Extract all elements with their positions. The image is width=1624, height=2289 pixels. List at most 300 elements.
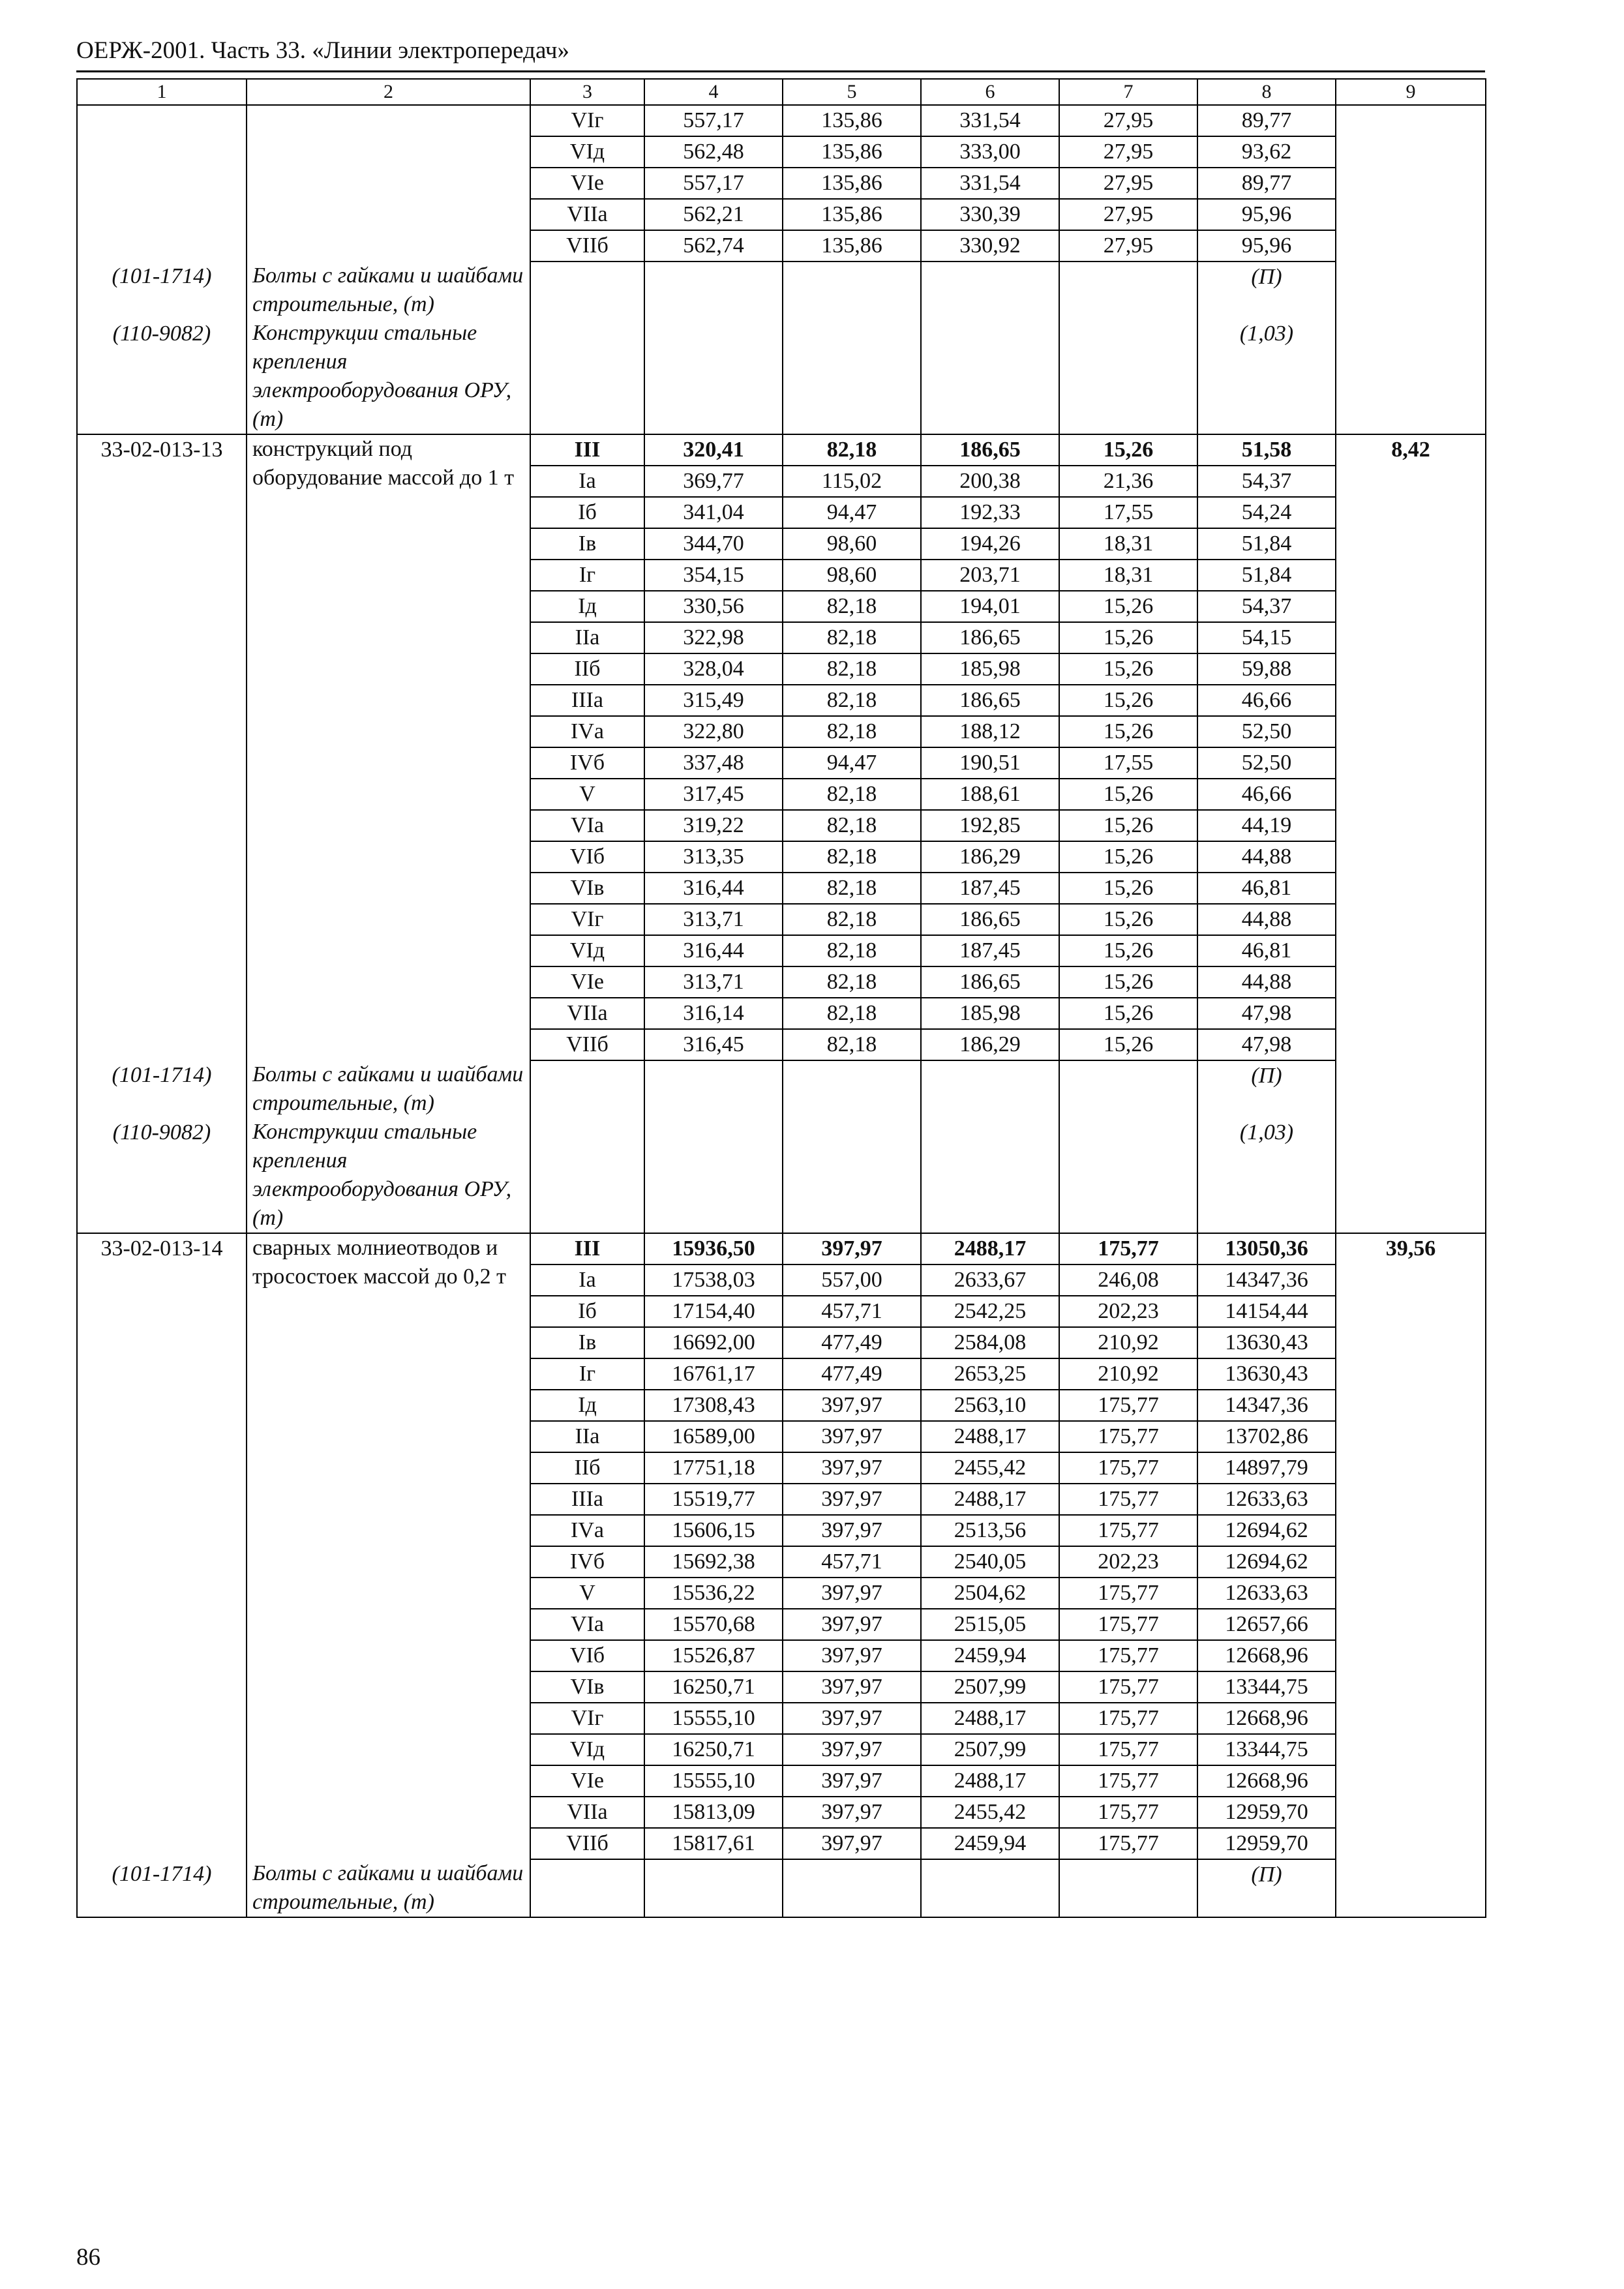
code-cell — [77, 1546, 247, 1578]
description-cell — [247, 1609, 530, 1640]
value-cell: 186,29 — [921, 1029, 1059, 1060]
zone-cell: IIIа — [530, 1484, 644, 1515]
value-cell: 562,74 — [644, 230, 783, 262]
value-cell: 322,80 — [644, 716, 783, 747]
value-cell: 2515,05 — [921, 1609, 1059, 1640]
value-cell: 397,97 — [783, 1765, 921, 1797]
col9-cell — [1336, 1421, 1486, 1452]
empty-cell — [921, 262, 1059, 319]
value-cell: 2653,25 — [921, 1358, 1059, 1390]
empty-cell — [1336, 1118, 1486, 1233]
value-cell: 54,37 — [1197, 591, 1336, 622]
value-cell: 14347,36 — [1197, 1390, 1336, 1421]
zone-cell: VIб — [530, 1640, 644, 1671]
price-table — [76, 78, 1486, 1918]
description-cell — [247, 1765, 530, 1797]
value-cell: 14347,36 — [1197, 1264, 1336, 1296]
value-cell: 341,04 — [644, 497, 783, 528]
value-cell: 46,66 — [1197, 685, 1336, 716]
col9-cell — [1336, 1640, 1486, 1671]
value-cell: 14154,44 — [1197, 1296, 1336, 1327]
value-cell: 15606,15 — [644, 1515, 783, 1546]
value-cell: 13630,43 — [1197, 1358, 1336, 1390]
value-cell: 15,26 — [1059, 873, 1197, 904]
value-cell: 15570,68 — [644, 1609, 783, 1640]
value-cell: 557,17 — [644, 105, 783, 136]
column-header-1: 1 — [77, 79, 247, 105]
empty-cell — [921, 1060, 1059, 1118]
table-row — [77, 1233, 1486, 1264]
resource-code: (101-1714) — [77, 1859, 247, 1917]
code-cell — [77, 1765, 247, 1797]
value-cell: 51,84 — [1197, 560, 1336, 591]
description-cell — [247, 653, 530, 685]
code-cell — [77, 904, 247, 935]
value-cell: 16761,17 — [644, 1358, 783, 1390]
code-cell — [77, 1734, 247, 1765]
description-cell — [247, 136, 530, 168]
value-cell: 15,26 — [1059, 935, 1197, 966]
value-cell: 194,26 — [921, 528, 1059, 560]
col9-cell — [1336, 1358, 1486, 1390]
value-cell: 16692,00 — [644, 1327, 783, 1358]
value-cell: 15,26 — [1059, 998, 1197, 1029]
code-cell — [77, 1029, 247, 1060]
value-cell: 13050,36 — [1197, 1233, 1336, 1264]
value-cell: 12633,63 — [1197, 1484, 1336, 1515]
table-row — [77, 230, 1486, 262]
zone-cell: V — [530, 1578, 644, 1609]
value-cell: 397,97 — [783, 1609, 921, 1640]
value-cell: 397,97 — [783, 1703, 921, 1734]
empty-cell — [644, 1060, 783, 1118]
zone-cell: Iг — [530, 1358, 644, 1390]
value-cell: 175,77 — [1059, 1640, 1197, 1671]
value-cell: 2488,17 — [921, 1421, 1059, 1452]
zone-cell: IIа — [530, 1421, 644, 1452]
value-cell: 15,26 — [1059, 653, 1197, 685]
value-cell: 397,97 — [783, 1578, 921, 1609]
value-cell: 397,97 — [783, 1515, 921, 1546]
value-cell: 46,81 — [1197, 873, 1336, 904]
value-cell: 185,98 — [921, 998, 1059, 1029]
value-cell: 354,15 — [644, 560, 783, 591]
value-cell: 135,86 — [783, 168, 921, 199]
value-cell: 319,22 — [644, 810, 783, 841]
col9-cell — [1336, 1327, 1486, 1358]
table-row — [77, 1765, 1486, 1797]
description-cell — [247, 591, 530, 622]
value-cell: 94,47 — [783, 497, 921, 528]
value-cell: 89,77 — [1197, 105, 1336, 136]
value-cell: 316,14 — [644, 998, 783, 1029]
value-cell: 175,77 — [1059, 1828, 1197, 1859]
description-text: сварных молниеотводов и тросостоек массой до 0,2 т — [252, 1236, 506, 1289]
table-row — [77, 779, 1486, 810]
zone-cell: VIб — [530, 841, 644, 873]
code-cell — [77, 1609, 247, 1640]
col9-cell — [1336, 841, 1486, 873]
value-cell: 82,18 — [783, 685, 921, 716]
code-cell — [77, 560, 247, 591]
code-cell — [77, 136, 247, 168]
value-cell: 15,26 — [1059, 591, 1197, 622]
value-cell: 47,98 — [1197, 998, 1336, 1029]
value-cell: 12959,70 — [1197, 1828, 1336, 1859]
value-cell: 557,00 — [783, 1264, 921, 1296]
table-row — [77, 1358, 1486, 1390]
empty-cell — [1336, 1859, 1486, 1917]
description-cell — [247, 1233, 530, 1289]
description-cell — [247, 1515, 530, 1546]
description-cell — [247, 1734, 530, 1765]
col9-cell — [1336, 1703, 1486, 1734]
zone-cell: IIб — [530, 1452, 644, 1484]
col9-cell — [1336, 105, 1486, 136]
value-cell: 202,23 — [1059, 1546, 1197, 1578]
description-cell — [247, 841, 530, 873]
value-cell: 27,95 — [1059, 199, 1197, 230]
table-row — [77, 1671, 1486, 1703]
value-cell: 54,15 — [1197, 622, 1336, 653]
table-row — [77, 591, 1486, 622]
zone-cell: IIа — [530, 622, 644, 653]
value-cell: 59,88 — [1197, 653, 1336, 685]
value-cell: 51,84 — [1197, 528, 1336, 560]
code-cell — [77, 168, 247, 199]
table-row — [77, 1828, 1486, 1859]
table-row — [77, 747, 1486, 779]
table-row — [77, 716, 1486, 747]
value-cell: 15,26 — [1059, 716, 1197, 747]
value-cell: 320,41 — [644, 434, 783, 466]
value-cell: 331,54 — [921, 105, 1059, 136]
code-cell — [77, 105, 247, 136]
table-row — [77, 622, 1486, 653]
value-cell: 82,18 — [783, 622, 921, 653]
code-cell — [77, 873, 247, 904]
value-cell: 94,47 — [783, 747, 921, 779]
value-cell: 2488,17 — [921, 1233, 1059, 1264]
value-cell: 175,77 — [1059, 1452, 1197, 1484]
table-row — [77, 1296, 1486, 1327]
value-cell: 17154,40 — [644, 1296, 783, 1327]
description-cell — [247, 1828, 530, 1859]
value-cell: 313,71 — [644, 966, 783, 998]
value-cell: 210,92 — [1059, 1358, 1197, 1390]
empty-cell — [1059, 1118, 1197, 1233]
code-cell — [77, 841, 247, 873]
value-cell: 13702,86 — [1197, 1421, 1336, 1452]
col9-cell — [1336, 685, 1486, 716]
empty-cell — [1059, 1859, 1197, 1917]
value-cell: 344,70 — [644, 528, 783, 560]
value-cell: 82,18 — [783, 966, 921, 998]
resource-row — [77, 1060, 1486, 1118]
value-cell: 82,18 — [783, 904, 921, 935]
value-cell: 12668,96 — [1197, 1765, 1336, 1797]
value-cell: 202,23 — [1059, 1296, 1197, 1327]
column-header-4: 4 — [644, 79, 783, 105]
value-cell: 44,88 — [1197, 966, 1336, 998]
empty-cell — [1059, 1060, 1197, 1118]
zone-cell: VIIб — [530, 230, 644, 262]
value-cell: 2507,99 — [921, 1734, 1059, 1765]
zone-cell: VIг — [530, 904, 644, 935]
value-cell: 17308,43 — [644, 1390, 783, 1421]
col9-cell — [1336, 168, 1486, 199]
col9-cell — [1336, 779, 1486, 810]
code-cell — [77, 622, 247, 653]
code-cell — [77, 747, 247, 779]
empty-cell — [1059, 319, 1197, 434]
code-cell — [77, 966, 247, 998]
value-cell: 12694,62 — [1197, 1515, 1336, 1546]
value-cell: 15,26 — [1059, 622, 1197, 653]
empty-cell — [530, 319, 644, 434]
value-cell: 14897,79 — [1197, 1452, 1336, 1484]
col9-cell — [1336, 1484, 1486, 1515]
value-cell: 21,36 — [1059, 466, 1197, 497]
code-cell — [77, 1296, 247, 1327]
value-cell: 562,48 — [644, 136, 783, 168]
resource-value: (П) — [1197, 1060, 1336, 1118]
description-cell — [247, 1029, 530, 1060]
table-row — [77, 434, 1486, 466]
value-cell: 397,97 — [783, 1797, 921, 1828]
resource-value: (1,03) — [1197, 319, 1336, 434]
value-cell: 210,92 — [1059, 1327, 1197, 1358]
value-cell: 27,95 — [1059, 168, 1197, 199]
value-cell: 82,18 — [783, 591, 921, 622]
value-cell: 15,26 — [1059, 810, 1197, 841]
value-cell: 52,50 — [1197, 747, 1336, 779]
table-row — [77, 136, 1486, 168]
value-cell: 2542,25 — [921, 1296, 1059, 1327]
zone-cell: VIIб — [530, 1029, 644, 1060]
table-row — [77, 1703, 1486, 1734]
value-cell: 82,18 — [783, 653, 921, 685]
resource-name: Болты с гайками и шайбами строительные, (т) — [247, 262, 530, 319]
zone-cell: Iв — [530, 1327, 644, 1358]
description-cell — [247, 966, 530, 998]
value-cell: 46,66 — [1197, 779, 1336, 810]
description-cell — [247, 622, 530, 653]
value-cell: 175,77 — [1059, 1609, 1197, 1640]
value-cell: 175,77 — [1059, 1765, 1197, 1797]
value-cell: 12633,63 — [1197, 1578, 1336, 1609]
value-cell: 82,18 — [783, 841, 921, 873]
value-cell: 557,17 — [644, 168, 783, 199]
description-cell — [247, 716, 530, 747]
value-cell: 2455,42 — [921, 1452, 1059, 1484]
col9-cell — [1336, 1797, 1486, 1828]
value-cell: 190,51 — [921, 747, 1059, 779]
col9-cell — [1336, 1578, 1486, 1609]
table-row — [77, 1390, 1486, 1421]
page-header: ОЕРЖ-2001. Часть 33. «Линии электропередач» — [76, 37, 570, 64]
value-cell: 44,19 — [1197, 810, 1336, 841]
col9-cell — [1336, 622, 1486, 653]
value-cell: 477,49 — [783, 1358, 921, 1390]
value-cell: 192,33 — [921, 497, 1059, 528]
empty-cell — [783, 1859, 921, 1917]
value-cell: 89,77 — [1197, 168, 1336, 199]
zone-cell: VIг — [530, 1703, 644, 1734]
col9-cell — [1336, 966, 1486, 998]
value-cell: 313,71 — [644, 904, 783, 935]
value-cell: 185,98 — [921, 653, 1059, 685]
value-cell: 135,86 — [783, 199, 921, 230]
value-cell: 44,88 — [1197, 904, 1336, 935]
empty-cell — [530, 1859, 644, 1917]
value-cell: 186,65 — [921, 434, 1059, 466]
col9-cell — [1336, 716, 1486, 747]
table-row — [77, 1327, 1486, 1358]
code-cell — [77, 1264, 247, 1296]
value-cell: 13344,75 — [1197, 1734, 1336, 1765]
resource-name: Конструкции стальные крепления электрооборудования ОРУ, (т) — [247, 1118, 530, 1233]
table-row — [77, 685, 1486, 716]
value-cell: 15692,38 — [644, 1546, 783, 1578]
value-cell: 82,18 — [783, 716, 921, 747]
code-cell: 33-02-013-14 — [77, 1233, 247, 1264]
zone-cell: III — [530, 1233, 644, 1264]
zone-cell: Iв — [530, 528, 644, 560]
value-cell: 15,26 — [1059, 966, 1197, 998]
column-header-7: 7 — [1059, 79, 1197, 105]
empty-cell — [644, 1118, 783, 1233]
value-cell: 16589,00 — [644, 1421, 783, 1452]
value-cell: 2455,42 — [921, 1797, 1059, 1828]
table-row — [77, 560, 1486, 591]
col9-cell — [1336, 1515, 1486, 1546]
table-row — [77, 966, 1486, 998]
value-cell: 27,95 — [1059, 136, 1197, 168]
value-cell: 15,26 — [1059, 779, 1197, 810]
header-rule — [76, 70, 1485, 72]
value-cell: 322,98 — [644, 622, 783, 653]
resource-row — [77, 1859, 1486, 1917]
column-header-9: 9 — [1336, 79, 1486, 105]
zone-cell: V — [530, 779, 644, 810]
description-cell — [247, 1484, 530, 1515]
zone-cell: Iб — [530, 497, 644, 528]
value-cell: 397,97 — [783, 1390, 921, 1421]
zone-cell: VIд — [530, 1734, 644, 1765]
col9-cell — [1336, 466, 1486, 497]
value-cell: 397,97 — [783, 1828, 921, 1859]
code-cell — [77, 1390, 247, 1421]
col9-cell — [1336, 935, 1486, 966]
col9-cell: 8,42 — [1336, 434, 1486, 466]
zone-cell: VIе — [530, 966, 644, 998]
value-cell: 135,86 — [783, 105, 921, 136]
col9-cell — [1336, 199, 1486, 230]
description-cell — [247, 747, 530, 779]
zone-cell: VIIа — [530, 998, 644, 1029]
code-cell — [77, 528, 247, 560]
col9-cell — [1336, 1264, 1486, 1296]
value-cell: 477,49 — [783, 1327, 921, 1358]
col9-cell — [1336, 528, 1486, 560]
value-cell: 12959,70 — [1197, 1797, 1336, 1828]
value-cell: 16250,71 — [644, 1734, 783, 1765]
table-row — [77, 841, 1486, 873]
value-cell: 98,60 — [783, 528, 921, 560]
col9-cell — [1336, 230, 1486, 262]
description-cell — [247, 528, 530, 560]
value-cell: 203,71 — [921, 560, 1059, 591]
col9-cell — [1336, 1828, 1486, 1859]
value-cell: 13630,43 — [1197, 1327, 1336, 1358]
resource-name: Болты с гайками и шайбами строительные, (т) — [247, 1859, 530, 1917]
code-cell — [77, 497, 247, 528]
value-cell: 95,96 — [1197, 199, 1336, 230]
zone-cell: Iа — [530, 466, 644, 497]
value-cell: 18,31 — [1059, 560, 1197, 591]
resource-code: (110-9082) — [77, 1118, 247, 1233]
empty-cell — [921, 1859, 1059, 1917]
resource-value: (П) — [1197, 262, 1336, 319]
value-cell: 2633,67 — [921, 1264, 1059, 1296]
col9-cell — [1336, 1734, 1486, 1765]
value-cell: 82,18 — [783, 1029, 921, 1060]
col9-cell — [1336, 1609, 1486, 1640]
value-cell: 51,58 — [1197, 434, 1336, 466]
value-cell: 13344,75 — [1197, 1671, 1336, 1703]
zone-cell: IIб — [530, 653, 644, 685]
description-cell — [247, 935, 530, 966]
value-cell: 316,44 — [644, 873, 783, 904]
code-cell — [77, 1640, 247, 1671]
value-cell: 17,55 — [1059, 747, 1197, 779]
value-cell: 330,39 — [921, 199, 1059, 230]
table-row — [77, 653, 1486, 685]
value-cell: 16250,71 — [644, 1671, 783, 1703]
value-cell: 397,97 — [783, 1640, 921, 1671]
value-cell: 317,45 — [644, 779, 783, 810]
value-cell: 186,65 — [921, 622, 1059, 653]
value-cell: 44,88 — [1197, 841, 1336, 873]
value-cell: 15519,77 — [644, 1484, 783, 1515]
description-cell — [247, 199, 530, 230]
code-cell — [77, 716, 247, 747]
description-cell — [247, 1421, 530, 1452]
resource-row — [77, 262, 1486, 319]
value-cell: 82,18 — [783, 873, 921, 904]
resource-value: (1,03) — [1197, 1118, 1336, 1233]
col9-cell — [1336, 497, 1486, 528]
value-cell: 2513,56 — [921, 1515, 1059, 1546]
table-row — [77, 1578, 1486, 1609]
description-cell — [247, 560, 530, 591]
empty-cell — [530, 1060, 644, 1118]
code-cell — [77, 1421, 247, 1452]
col9-cell — [1336, 1546, 1486, 1578]
table-row — [77, 1546, 1486, 1578]
empty-cell — [1336, 319, 1486, 434]
code-cell — [77, 1671, 247, 1703]
value-cell: 397,97 — [783, 1671, 921, 1703]
table-body — [77, 79, 1486, 1917]
value-cell: 18,31 — [1059, 528, 1197, 560]
description-cell — [247, 1671, 530, 1703]
value-cell: 175,77 — [1059, 1484, 1197, 1515]
value-cell: 54,37 — [1197, 466, 1336, 497]
table-row — [77, 497, 1486, 528]
code-cell — [77, 1327, 247, 1358]
